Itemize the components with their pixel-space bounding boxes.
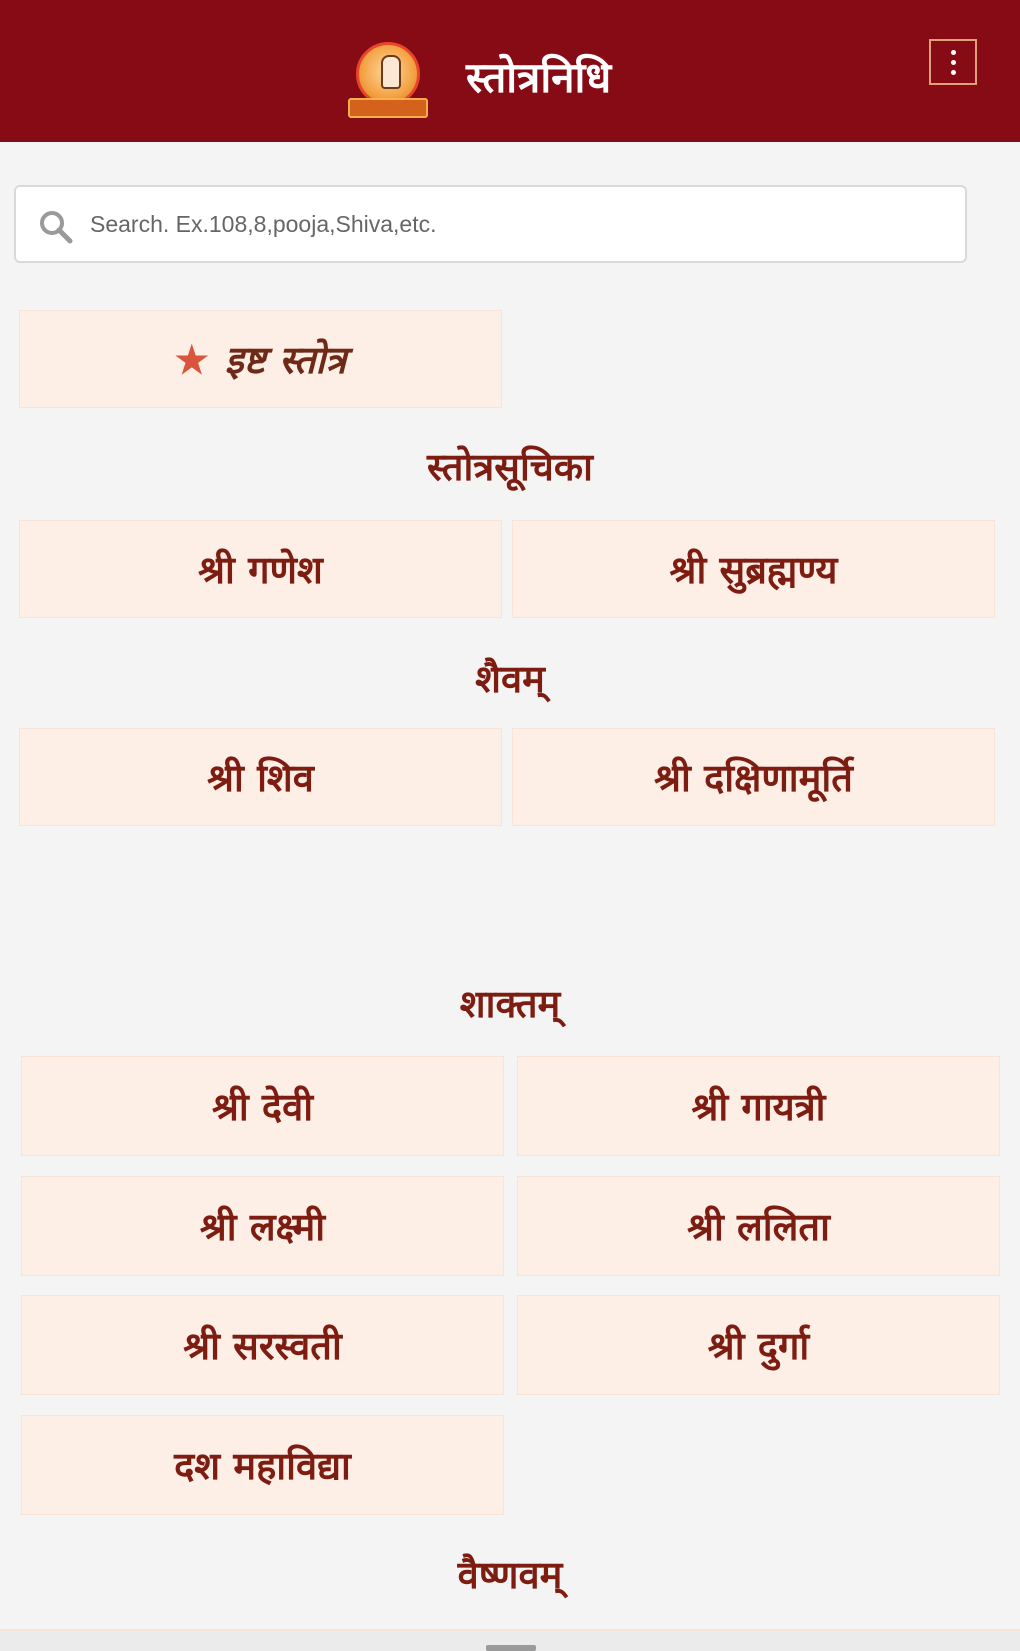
search-box[interactable] — [14, 185, 967, 263]
section-title-shaivam: शैवम् — [475, 656, 545, 701]
search-input[interactable] — [84, 199, 956, 249]
more-vertical-icon-dot — [951, 60, 956, 65]
category-dasha-mahavidya[interactable]: दश महाविद्या — [21, 1415, 504, 1515]
category-shri-durga[interactable]: श्री दुर्गा — [517, 1295, 1000, 1395]
app-title: स्तोत्रनिधि — [466, 53, 612, 102]
more-vertical-icon-dot — [951, 70, 956, 75]
category-shri-gayatri[interactable]: श्री गायत्री — [517, 1056, 1000, 1156]
hand-logo-icon[interactable] — [348, 42, 430, 122]
category-shri-saraswati[interactable]: श्री सरस्वती — [21, 1295, 504, 1395]
category-shri-dakshinamurthy[interactable]: श्री दक्षिणामूर्ति — [512, 728, 995, 826]
search-icon — [36, 207, 76, 247]
logo-emblem — [356, 42, 420, 106]
favorites-button[interactable] — [19, 310, 502, 408]
star-icon: ★ — [174, 336, 209, 382]
category-shri-shiva[interactable]: श्री शिव — [19, 728, 502, 826]
more-vertical-icon — [951, 50, 956, 55]
overflow-menu-button[interactable] — [929, 39, 977, 85]
section-title-vaishnavam: वैष्णवम् — [457, 1552, 563, 1597]
category-shri-devi[interactable]: श्री देवी — [21, 1056, 504, 1156]
scroll-handle[interactable] — [486, 1645, 536, 1651]
app-header — [0, 0, 1020, 142]
section-title-stotrasuchika: स्तोत्रसूचिका — [427, 444, 593, 489]
favorites-label: इष्ट स्तोत्र — [224, 337, 347, 382]
category-shri-ganesha[interactable]: श्री गणेश — [19, 520, 502, 618]
section-title-shaktam: शाक्तम् — [459, 981, 561, 1026]
category-shri-lalita[interactable]: श्री ललिता — [517, 1176, 1000, 1276]
logo-banner — [348, 98, 428, 118]
category-shri-subrahmanya[interactable]: श्री सुब्रह्मण्य — [512, 520, 995, 618]
category-shri-lakshmi[interactable]: श्री लक्ष्मी — [21, 1176, 504, 1276]
